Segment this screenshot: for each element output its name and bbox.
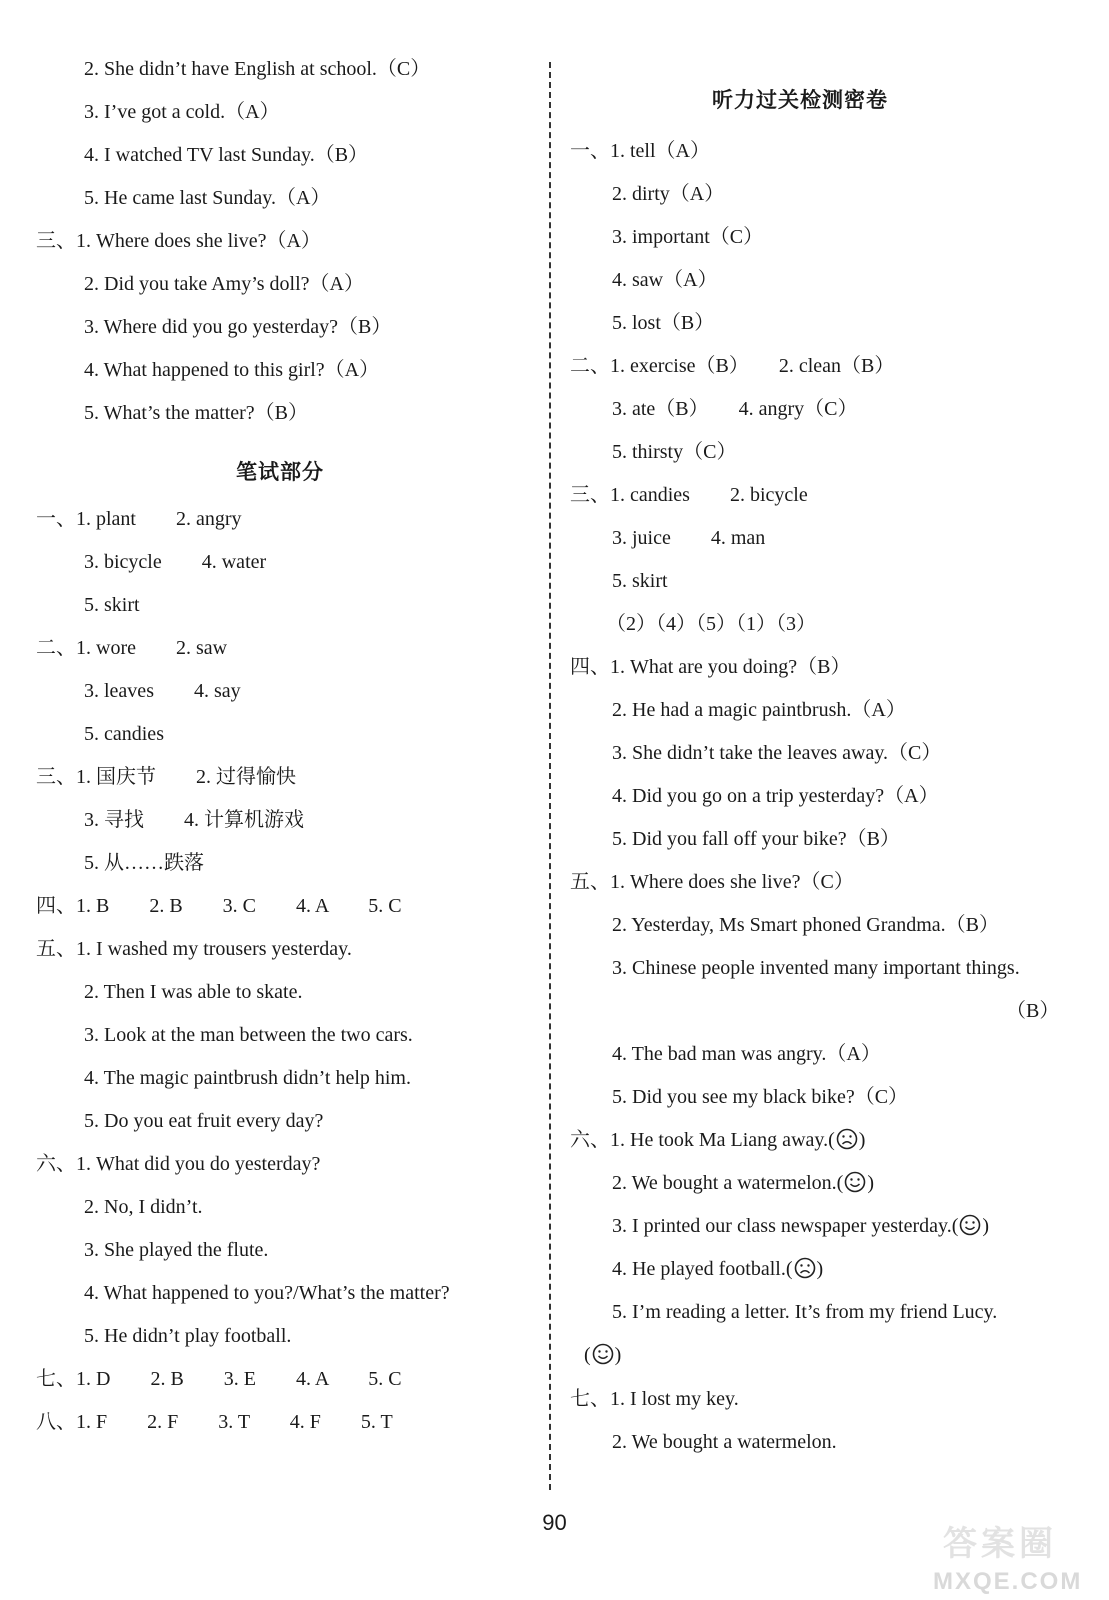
answer-line: 5. I’m reading a letter. It’s from my friend Lucy. xyxy=(612,1301,998,1323)
paren: ( xyxy=(828,1129,835,1151)
answer-line: 2. Did you take Amy’s doll?（A） xyxy=(84,273,364,295)
answer-line: 5. Do you eat fruit every day? xyxy=(84,1110,324,1132)
answer-line: 4. The bad man was angry.（A） xyxy=(612,1043,881,1065)
answer-line: 4. The magic paintbrush didn’t help him. xyxy=(84,1067,411,1089)
sad-face-icon xyxy=(794,1257,816,1279)
watermark-top: 答案圈 xyxy=(943,1524,1057,1564)
answer-line: 一、1. plant 2. angry xyxy=(36,508,242,530)
answer-line: 5. He didn’t play football. xyxy=(84,1325,292,1347)
answer-line: 一、1. tell（A） xyxy=(570,140,710,162)
answer-line: 五、1. Where does she live?（C） xyxy=(570,871,854,893)
answer-line: 七、1. I lost my key. xyxy=(570,1388,739,1410)
paren: ) xyxy=(858,1129,866,1151)
answer-line: 4. Did you go on a trip yesterday?（A） xyxy=(612,785,939,807)
watermark-bottom: MXQE.COM xyxy=(933,1568,1083,1595)
answer-line: 4. What happened to this girl?（A） xyxy=(84,359,380,381)
answer-line: 四、1. What are you doing?（B） xyxy=(570,656,851,678)
answer-line: （2）（4）（5）（1）（3） xyxy=(606,613,816,635)
answer-text: 4. He played football. xyxy=(612,1258,786,1280)
answer-line: 2. Then I was able to skate. xyxy=(84,981,303,1003)
answer-line: （B） xyxy=(1006,1000,1060,1022)
answer-line: 四、1. B 2. B 3. C 4. A 5. C xyxy=(36,895,402,917)
answer-line: 3. Look at the man between the two cars. xyxy=(84,1024,413,1046)
paren: ( xyxy=(785,1258,793,1280)
answer-line: 5. He came last Sunday.（A） xyxy=(84,187,331,209)
answer-line: 5. skirt xyxy=(612,570,668,592)
answer-line: 3. Where did you go yesterday?（B） xyxy=(84,316,392,338)
answer-line: 4. I watched TV last Sunday.（B） xyxy=(84,144,369,166)
answer-line: 2. She didn’t have English at school.（C） xyxy=(84,58,431,80)
answer-line: 3. ate（B） 4. angry（C） xyxy=(612,398,858,420)
answer-line: 3. juice 4. man xyxy=(612,527,766,549)
answer-line: 三、1. candies 2. bicycle xyxy=(570,484,808,506)
answer-line: 3. important（C） xyxy=(612,226,764,248)
answer-line: 三、1. Where does she live?（A） xyxy=(36,230,321,252)
answer-line: 3. leaves 4. say xyxy=(84,680,241,702)
answer-line: 5. Did you fall off your bike?（B） xyxy=(612,828,900,850)
face-answer-line xyxy=(570,1127,865,1153)
answer-line: 三、1. 国庆节 2. 过得愉快 xyxy=(36,766,296,788)
answer-line: 5. Did you see my black bike?（C） xyxy=(612,1086,909,1108)
page-number: 90 xyxy=(542,1510,567,1535)
answer-line: 二、1. exercise（B） 2. clean（B） xyxy=(570,355,895,377)
answer-line: 4. What happened to you?/What’s the matter? xyxy=(84,1282,450,1304)
face-answer-line xyxy=(584,1342,621,1368)
answer-line: 3. bicycle 4. water xyxy=(84,551,267,573)
answer-line: 5. candies xyxy=(84,723,164,745)
paren: ( xyxy=(951,1215,959,1237)
answer-line: 2. He had a magic paintbrush.（A） xyxy=(612,699,906,721)
answer-line: 七、1. D 2. B 3. E 4. A 5. C xyxy=(36,1368,402,1390)
face-answer-line xyxy=(612,1213,989,1239)
happy-face-icon xyxy=(844,1171,866,1193)
answer-line: 3. I’ve got a cold.（A） xyxy=(84,101,280,123)
answer-line: 5. thirsty（C） xyxy=(612,441,737,463)
paren: ) xyxy=(982,1215,990,1237)
answer-line: 5. 从……跌落 xyxy=(84,852,204,874)
answer-line: 五、1. I washed my trousers yesterday. xyxy=(36,938,352,960)
paren: ) xyxy=(614,1344,622,1366)
answer-text: 3. I printed our class newspaper yesterday. xyxy=(612,1215,952,1237)
answer-line: 2. dirty（A） xyxy=(612,183,725,205)
section-heading: 笔试部分 xyxy=(236,460,324,484)
section-heading: 听力过关检测密卷 xyxy=(712,88,888,112)
answer-line: 六、1. What did you do yesterday? xyxy=(36,1153,321,1175)
paren: ) xyxy=(816,1258,824,1280)
answer-line: 3. She didn’t take the leaves away.（C） xyxy=(612,742,942,764)
answer-line: 3. 寻找 4. 计算机游戏 xyxy=(84,809,304,831)
paren: ( xyxy=(584,1344,591,1366)
answer-text: 六、1. He took Ma Liang away. xyxy=(570,1129,829,1151)
answer-line: 3. She played the flute. xyxy=(84,1239,269,1261)
answer-line: 八、1. F 2. F 3. T 4. F 5. T xyxy=(36,1411,393,1433)
sad-face-icon xyxy=(836,1128,858,1150)
face-answer-line xyxy=(612,1170,874,1196)
happy-face-icon xyxy=(959,1214,981,1236)
answer-line: 2. No, I didn’t. xyxy=(84,1196,203,1218)
paren: ) xyxy=(867,1172,874,1194)
answer-line: 3. Chinese people invented many important things. xyxy=(612,957,1020,979)
paren: ( xyxy=(836,1172,844,1194)
answer-line: 2. We bought a watermelon. xyxy=(612,1431,837,1453)
column-divider xyxy=(549,62,551,1490)
answer-text: 2. We bought a watermelon. xyxy=(612,1172,837,1194)
watermark-logo xyxy=(933,1516,1103,1596)
face-answer-line xyxy=(612,1256,823,1282)
answer-line: 5. What’s the matter?（B） xyxy=(84,402,309,424)
answer-line: 2. Yesterday, Ms Smart phoned Grandma.（B） xyxy=(612,914,1000,936)
answer-line: 5. lost（B） xyxy=(612,312,715,334)
answer-line: 二、1. wore 2. saw xyxy=(36,637,228,659)
happy-face-icon xyxy=(592,1343,614,1365)
answer-line: 5. skirt xyxy=(84,594,140,616)
answer-line: 4. saw（A） xyxy=(612,269,718,291)
